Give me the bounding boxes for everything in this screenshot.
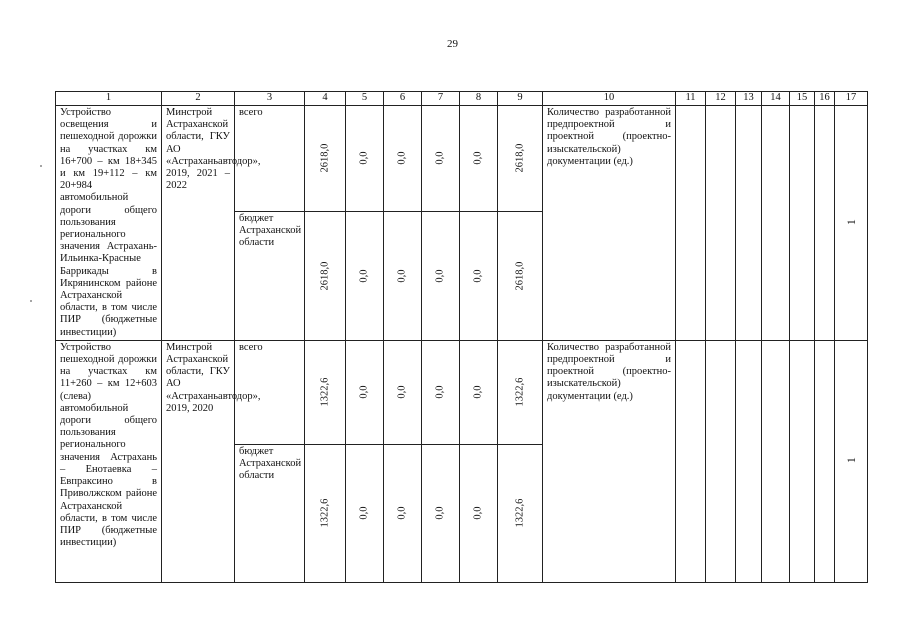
- empty-cell-11: [676, 106, 706, 341]
- col-header-15: 15: [790, 92, 815, 106]
- empty-cell-15: [790, 340, 815, 582]
- activity-cell: Устройство пешеходной дорожки на участках км 11+260 – км 12+603 (слева) автомобильной дороги общего пользования регионального значения Астрахань – Енотаевка – Евпраксино в Приволжском районе Астраханской области, в том числе ПИР (бюджетные инвестиции): [56, 340, 162, 582]
- value-cell-9: 1322,6: [498, 444, 543, 582]
- executor-cell: Минстрой Астраханской области, ГКУ АО «Астраханьавтодор», 2019, 2021 – 2022: [162, 106, 235, 341]
- value-cell-6: 0,0: [384, 444, 422, 582]
- value-cell-4: 1322,6: [305, 444, 346, 582]
- value-cell-7: 0,0: [422, 340, 460, 444]
- col-header-4: 4: [305, 92, 346, 106]
- empty-cell-14: [762, 106, 790, 341]
- value-cell-17: 1: [835, 340, 868, 582]
- value-cell-7: 0,0: [422, 106, 460, 212]
- col-header-3: 3: [235, 92, 305, 106]
- col-header-7: 7: [422, 92, 460, 106]
- value-cell-8: 0,0: [460, 444, 498, 582]
- value-cell-9: 2618,0: [498, 211, 543, 340]
- col-header-6: 6: [384, 92, 422, 106]
- scan-speck: [40, 165, 42, 167]
- value-cell-8: 0,0: [460, 106, 498, 212]
- value-cell-7: 0,0: [422, 211, 460, 340]
- col-header-13: 13: [736, 92, 762, 106]
- empty-cell-11: [676, 340, 706, 582]
- source-cell: всего: [235, 106, 305, 212]
- value-cell-6: 0,0: [384, 340, 422, 444]
- table-row: [56, 106, 868, 212]
- col-header-17: 17: [835, 92, 868, 106]
- value-cell-4: 2618,0: [305, 106, 346, 212]
- value-cell-17: 1: [835, 106, 868, 341]
- value-cell-5: 0,0: [346, 106, 384, 212]
- empty-cell-13: [736, 340, 762, 582]
- value-cell-5: 0,0: [346, 444, 384, 582]
- indicator-cell: Количество разработанной предпроектной и проектной (проектно-изыскательской) документации (ед.): [543, 340, 676, 582]
- col-header-9: 9: [498, 92, 543, 106]
- value-cell-5: 0,0: [346, 340, 384, 444]
- col-header-14: 14: [762, 92, 790, 106]
- col-header-10: 10: [543, 92, 676, 106]
- source-cell: бюджет Астраханской области: [235, 444, 305, 582]
- scan-speck: [30, 300, 32, 302]
- value-cell-8: 0,0: [460, 211, 498, 340]
- empty-cell-15: [790, 106, 815, 341]
- value-cell-5: 0,0: [346, 211, 384, 340]
- empty-cell-13: [736, 106, 762, 341]
- empty-cell-12: [706, 340, 736, 582]
- col-header-12: 12: [706, 92, 736, 106]
- col-header-16: 16: [815, 92, 835, 106]
- col-header-1: 1: [56, 92, 162, 106]
- col-header-2: 2: [162, 92, 235, 106]
- col-header-5: 5: [346, 92, 384, 106]
- empty-cell-16: [815, 340, 835, 582]
- empty-cell-12: [706, 106, 736, 341]
- empty-cell-16: [815, 106, 835, 341]
- value-cell-4: 2618,0: [305, 211, 346, 340]
- value-cell-6: 0,0: [384, 211, 422, 340]
- indicator-cell: Количество разработанной предпроектной и проектной (проектно-изыскательской) документации (ед.): [543, 106, 676, 341]
- source-cell: бюджет Астраханской области: [235, 211, 305, 340]
- executor-cell: Минстрой Астраханской области, ГКУ АО «Астраханьавтодор», 2019, 2020: [162, 340, 235, 582]
- page-number: 29: [447, 38, 458, 50]
- empty-cell-14: [762, 340, 790, 582]
- program-table: [55, 91, 868, 583]
- source-cell: всего: [235, 340, 305, 444]
- value-cell-6: 0,0: [384, 106, 422, 212]
- col-header-11: 11: [676, 92, 706, 106]
- table-row: [56, 340, 868, 444]
- value-cell-9: 2618,0: [498, 106, 543, 212]
- activity-cell: Устройство освещения и пешеходной дорожки на участках км 16+700 – км 18+345 и км 19+112 – км 20+984 автомобильной дороги общего пользования регионального значения Астрахань-Ильинка-Красные Баррикады в Икрянинском районе Астраханской области, в том числе ПИР (бюджетные инвестиции): [56, 106, 162, 341]
- value-cell-8: 0,0: [460, 340, 498, 444]
- header-row: [56, 92, 868, 106]
- col-header-8: 8: [460, 92, 498, 106]
- value-cell-4: 1322,6: [305, 340, 346, 444]
- value-cell-7: 0,0: [422, 444, 460, 582]
- value-cell-9: 1322,6: [498, 340, 543, 444]
